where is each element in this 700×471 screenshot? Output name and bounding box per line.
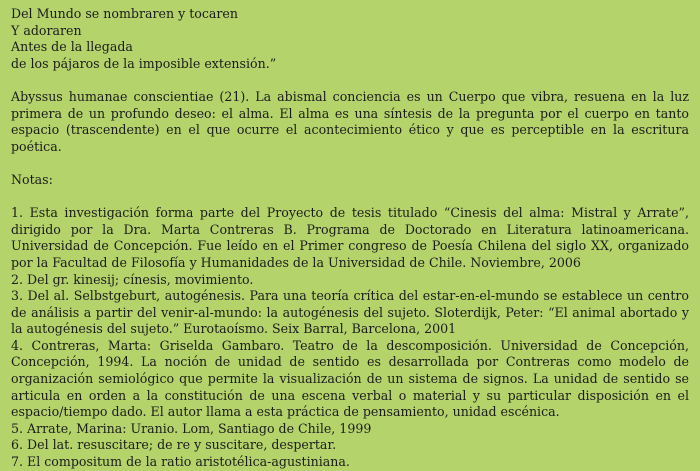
poem-line: de los pájaros de la imposible extensión.”: [11, 55, 277, 71]
note-item: 5. Arrate, Marina: Uranio. Lom, Santiago de Chile, 1999: [11, 420, 372, 436]
spacer: [11, 155, 689, 172]
note-item: 7. El compositum de la ratio aristotélica-agustiniana.: [11, 454, 350, 470]
note-item: 6. Del lat. resuscitare; de re y suscitare, despertar.: [11, 437, 337, 453]
note-item: 2. Del gr. kinesij; cínesis, movimiento.: [11, 271, 254, 287]
body-paragraph: Abyssus humanae conscientiae (21). La abismal conciencia es un Cuerpo que vibra, resuena en la luz primera de un profundo deseo: el alma. El alma es una síntesis de la pregunta por el cuerpo en tanto espacio (trascendente) en el que ocurre el acontecimiento ético y que es perceptible en la escritura poética.: [11, 88, 689, 154]
spacer: [11, 189, 689, 206]
poem-stanza: [11, 6, 689, 72]
poem-line: Antes de la llegada: [11, 39, 133, 55]
note-item: 1. Esta investigación forma parte del Proyecto de tesis titulado “Cinesis del alma: Mistral y Arrate”, dirigido por la Dra. Marta Contreras B. Programa de Doctorado en Literatura latinoamericana. Universidad de Concepción. Fue leído en el Primer congreso de Poesía Chilena del siglo XX, organizado por la Facultad de Filosofía y Humanidades de la Universidad de Chile. Noviembre, 2006: [11, 205, 689, 270]
poem-line: Y adoraren: [11, 22, 82, 38]
notes-heading: Notas:: [11, 171, 53, 187]
spacer: [11, 72, 689, 89]
notes-list: [11, 205, 689, 471]
note-item: 3. Del al. Selbstgeburt, autogénesis. Para una teoría crítica del estar-en-el-mundo se establece un centro de análisis a partir del venir-al-mundo: la autogénesis del sujeto. Sloterdijk, Peter: “El animal abortado y la autogénesis del sujeto.” Eurotaoísmo. Seix Barral, Barcelona, 2001: [11, 288, 689, 337]
poem-line: Del Mundo se nombraren y tocaren: [11, 6, 238, 21]
note-item: 4. Contreras, Marta: Griselda Gambaro. Teatro de la descomposición. Universidad de Concepción, Concepción, 1994. La noción de unidad de sentido es desarrollada por Contreras como modelo de organización semiológico que permite la visualización de un sistema de signos. La unidad de sentido se articula en orden a la constitución de una escena verbal o material y su particular disposición en el espacio/tiempo dado. El autor llama a esta práctica de pensamiento, unidad escénica.: [11, 337, 689, 420]
